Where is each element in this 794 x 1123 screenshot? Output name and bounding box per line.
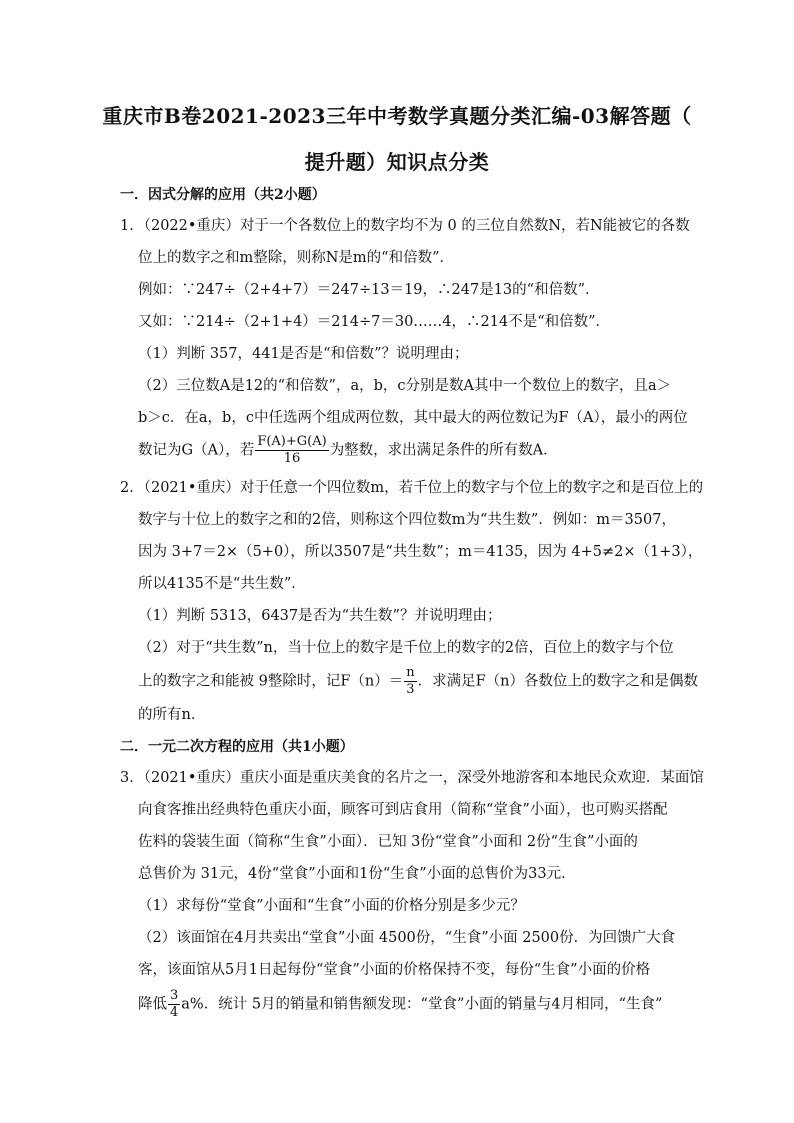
p2-line8: 的所有n． [138, 707, 206, 723]
p1-line1: 1．（2022•重庆）对于一个各数位上的数字均不为 0 的三位自然数N，若N能被它的各数 [120, 218, 690, 234]
fraction-denominator: 16 [283, 451, 301, 466]
p3-line3: 佐料的袋装生面（简称“生食”小面）．已知 3份“堂食”小面和 2份“生食”小面的 [138, 834, 638, 850]
p2-line4: 所以4135不是“共生数”． [138, 576, 306, 592]
p3-line6: （2）该面馆在4月共卖出“堂食”小面 4500份，“生食”小面 2500份．为回馈广大食 [138, 930, 676, 946]
p2-line3: 因为 3+7＝2×（5+0），所以3507是“共生数”；m＝4135，因为 4+5≠2×（1+3）， [138, 544, 703, 560]
fraction-denominator: 4 [170, 1005, 179, 1020]
p1-line2: 位上的数字之和m整除，则称N是m的“和倍数”． [138, 250, 455, 266]
p2-line7-end: ．求满足F（n）各数位上的数字之和是偶数 [417, 673, 699, 690]
p2-line7-start: 上的数字之和能被 9整除时，记F（n）＝ [138, 673, 404, 690]
p2-line7 [138, 665, 698, 698]
fraction-fa-ga-over-16 [255, 434, 328, 467]
doc-title-line2: 提升题）知识点分类 [304, 150, 490, 174]
p1-line7: b＞c．在a，b，c中任选两个组成两位数，其中最大的两位数记为F（A），最小的两位 [138, 410, 688, 426]
p3-line4: 总售价为 31元，4份“堂食”小面和1份“生食”小面的总售价为33元． [138, 866, 576, 882]
p3-line1: 3．（2021•重庆）重庆小面是重庆美食的名片之一，深受外地游客和本地民众欢迎．某面馆 [120, 770, 704, 786]
fraction-n-over-3 [404, 665, 416, 698]
fraction-numerator: F(A)+G(A) [257, 434, 327, 449]
doc-title-line1: 重庆市B卷2021-2023三年中考数学真题分类汇编-03解答题（ [102, 104, 692, 128]
p2-line1: 2．（2021•重庆）对于任意一个四位数m，若千位上的数字与个位上的数字之和是百位上的 [120, 480, 704, 496]
fraction-numerator: 3 [170, 988, 179, 1003]
p3-line7: 客，该面馆从5月1日起每份“堂食”小面的价格保持不变，每份“生食”小面的价格 [138, 962, 651, 978]
fraction-denominator: 3 [406, 682, 415, 697]
p3-line8-end: a%．统计 5月的销量和销售额发现：“堂食”小面的销量与4月相同，“生食” [181, 996, 663, 1013]
p3-line8-start: 降低 [138, 996, 167, 1013]
p1-line3: 例如：∵247÷（2+4+7）＝247÷13＝19，∴247是13的“和倍数”． [138, 282, 600, 298]
p1-line5: （1）判断 357，441是否是“和倍数”？说明理由； [138, 346, 469, 362]
p1-line8-end: 为整数，求出满足条件的所有数A． [329, 442, 558, 459]
p1-line8-start: 数记为G（A），若 [138, 442, 255, 459]
p3-line5: （1）求每份“堂食”小面和“生食”小面的价格分别是多少元？ [138, 898, 525, 914]
fraction-numerator: n [406, 665, 415, 680]
p3-line2: 向食客推出经典特色重庆小面，顾客可到店食用（简称“堂食”小面），也可购买搭配 [138, 802, 668, 818]
p1-line8 [138, 434, 558, 467]
section-heading-2: 二．一元二次方程的应用（共1小题） [120, 739, 354, 755]
section-heading-1: 一．因式分解的应用（共2小题） [120, 187, 326, 203]
p2-line6: （2）对于“共生数”n，当十位上的数字是千位上的数字的2倍，百位上的数字与个位 [138, 640, 674, 656]
p2-line2: 数字与十位上的数字之和的2倍，则称这个四位数m为“共生数”．例如：m＝3507， [138, 512, 676, 528]
p1-line6: （2）三位数A是12的“和倍数”，a，b，c分别是数A其中一个数位上的数字，且a＞ [138, 378, 672, 394]
p2-line5: （1）判断 5313，6437是否为“共生数”？并说明理由； [138, 608, 502, 624]
fraction-3-over-4 [168, 988, 180, 1021]
p3-line8 [138, 988, 662, 1021]
p1-line4: 又如：∵214÷（2+1+4）＝214÷7＝30……4，∴214不是“和倍数”． [138, 314, 611, 330]
